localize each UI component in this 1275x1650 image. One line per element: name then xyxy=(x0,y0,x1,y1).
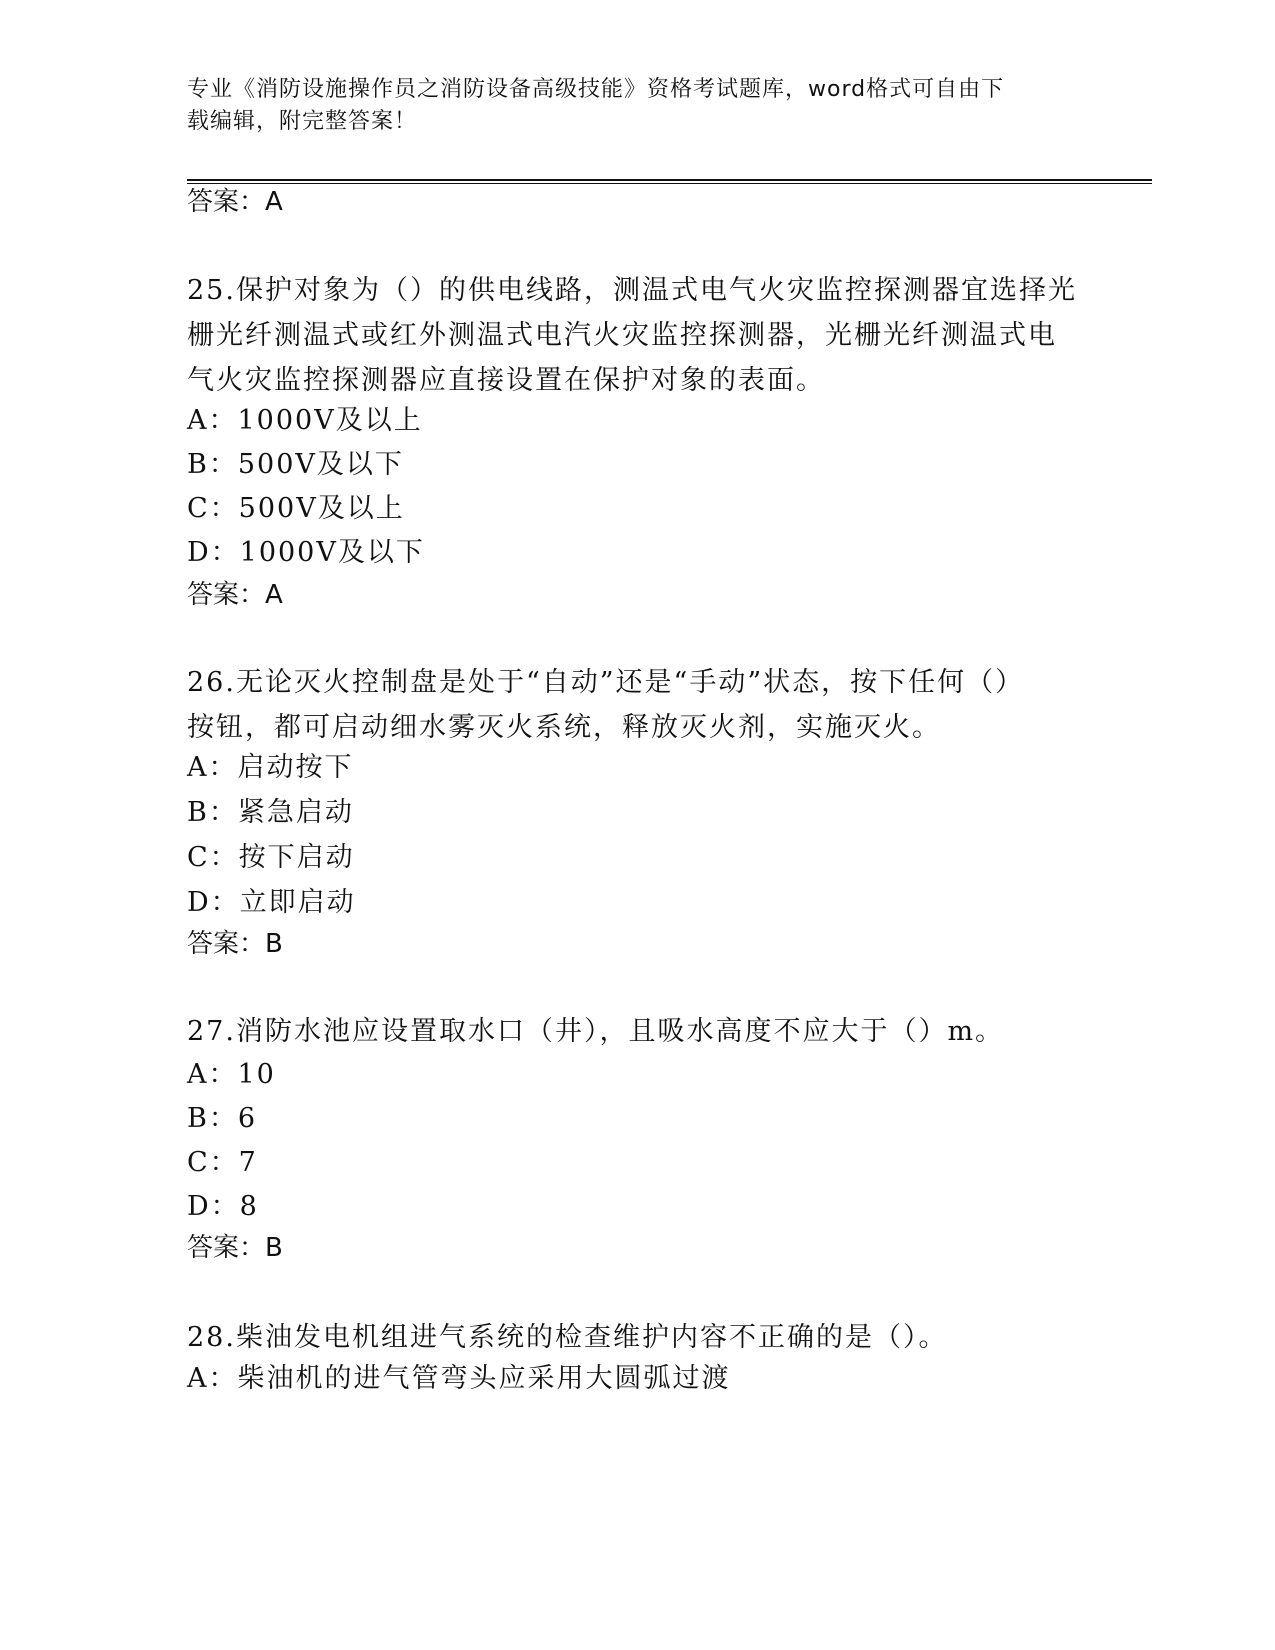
header-line-1: 专业《消防设施操作员之消防设备高级技能》资格考试题库，word格式可自由下 xyxy=(187,77,1005,102)
question-line: 28.柴油发电机组进气系统的检查维护内容不正确的是（）。 xyxy=(187,1322,948,1353)
option-d: D：8 xyxy=(187,1191,259,1222)
option-c: C：500V及以上 xyxy=(187,493,405,524)
option-a: A：1000V及以上 xyxy=(187,405,423,436)
question-line: 26.无论灭火控制盘是处于“自动”还是“手动”状态，按下任何（） xyxy=(187,667,1025,698)
option-b: B：6 xyxy=(187,1103,258,1134)
question-25 xyxy=(187,268,1087,403)
question-26 xyxy=(187,660,1087,750)
answer-27: 答案：B xyxy=(187,1233,283,1263)
question-28 xyxy=(187,1315,1087,1360)
prev-answer: 答案：A xyxy=(187,187,283,217)
option-c: C：按下启动 xyxy=(187,842,355,873)
question-line: 27.消防水池应设置取水口（井），且吸水高度不应大于（）m。 xyxy=(187,1016,1005,1047)
answer-26: 答案：B xyxy=(187,929,283,959)
option-d: D：1000V及以下 xyxy=(187,537,425,568)
question-line: 栅光纤测温式或红外测温式电汽火灾监控探测器，光栅光纤测温式电 xyxy=(187,320,1057,351)
question-27 xyxy=(187,1009,1087,1054)
header-line-2: 载编辑，附完整答案！ xyxy=(187,109,418,134)
option-b: B：500V及以下 xyxy=(187,449,404,480)
header-divider xyxy=(187,179,1152,181)
question-line: 25.保护对象为（）的供电线路，测温式电气火灾监控探测器宜选择光 xyxy=(187,275,1077,306)
option-a: A：10 xyxy=(187,1059,276,1090)
header-divider-thin xyxy=(187,183,1152,184)
document-header xyxy=(187,74,1067,138)
option-a: A：柴油机的进气管弯头应采用大圆弧过渡 xyxy=(187,1363,731,1394)
option-d: D：立即启动 xyxy=(187,887,356,918)
question-line: 按钮，都可启动细水雾灭火系统，释放灭火剂，实施灭火。 xyxy=(187,712,941,743)
answer-25: 答案：A xyxy=(187,580,283,610)
option-a: A：启动按下 xyxy=(187,752,354,783)
option-b: B：紧急启动 xyxy=(187,797,354,828)
option-c: C：7 xyxy=(187,1147,258,1178)
question-line: 气火灾监控探测器应直接设置在保护对象的表面。 xyxy=(187,365,825,396)
